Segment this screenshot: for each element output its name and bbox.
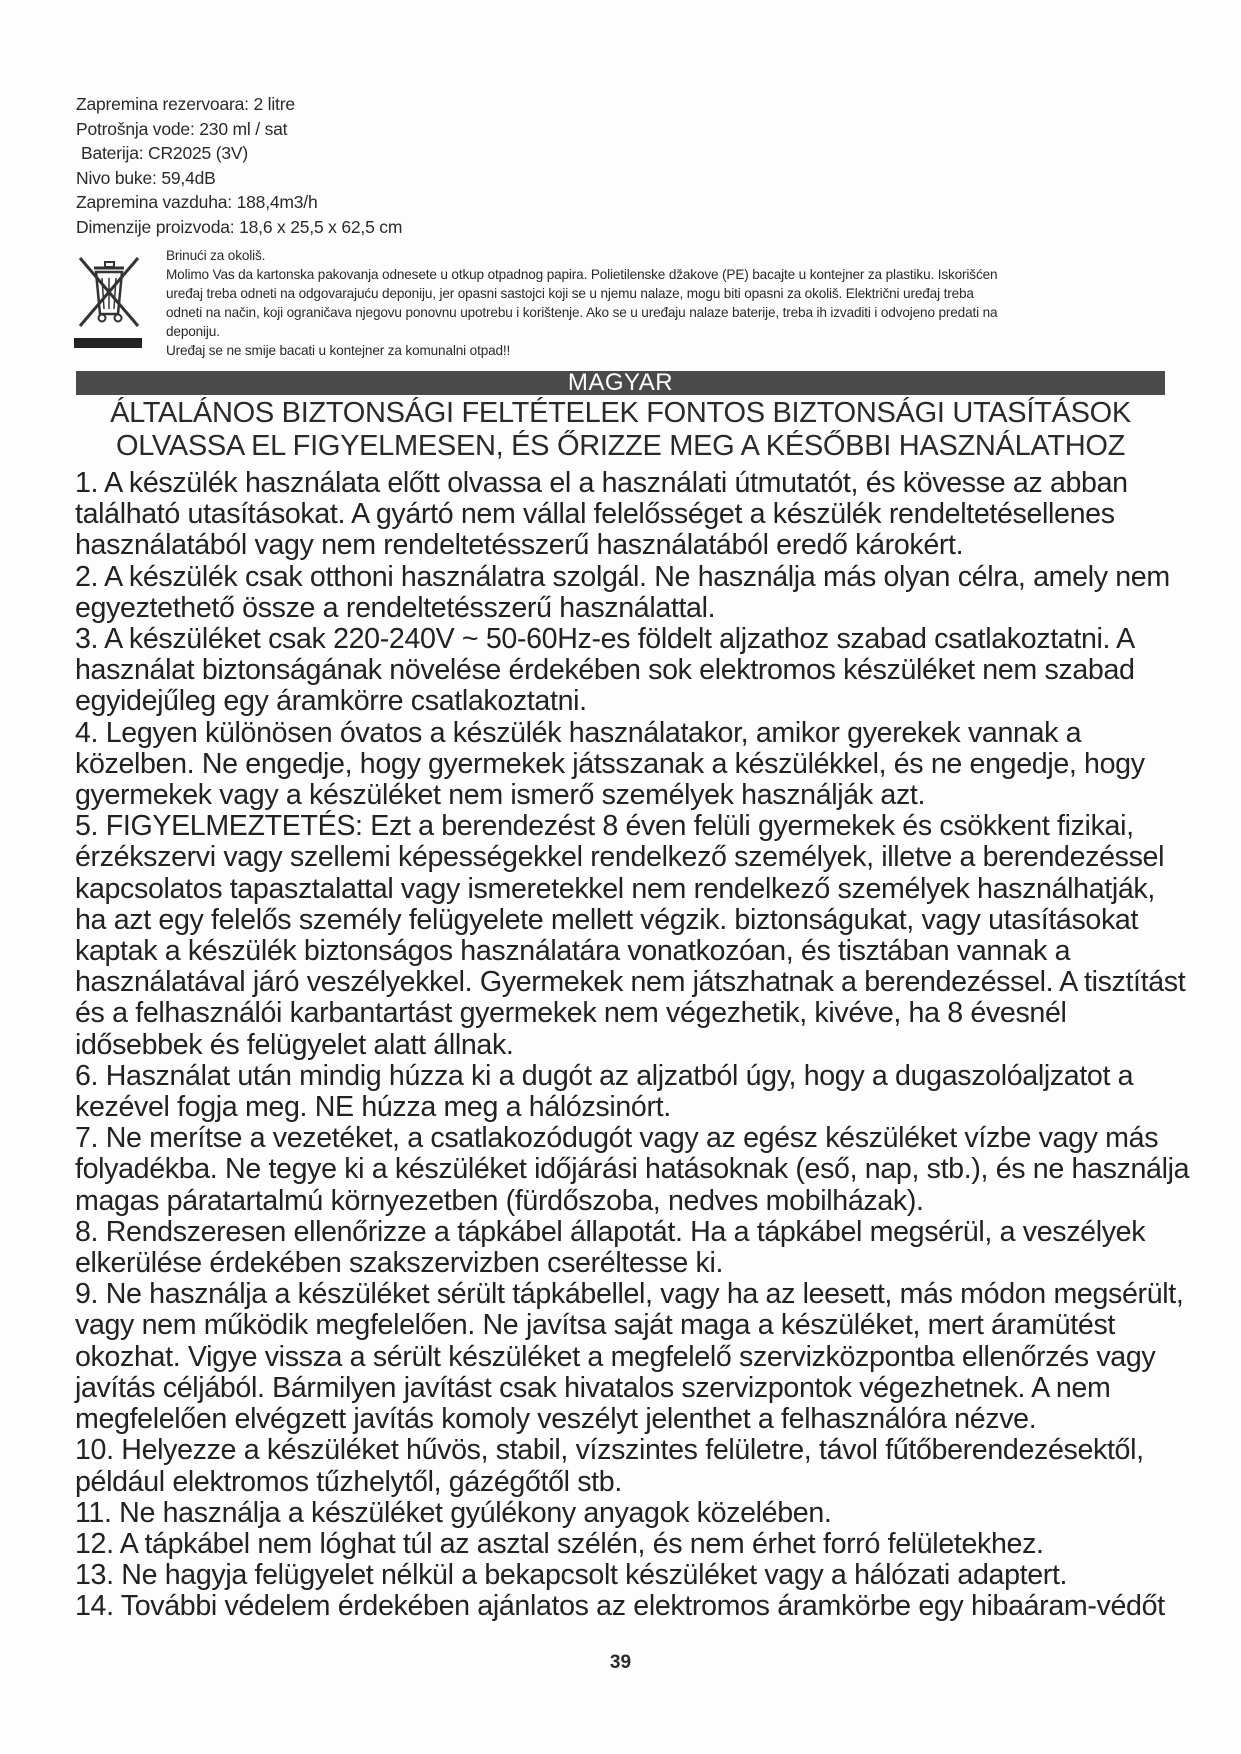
heading-line-1: ÁLTALÁNOS BIZTONSÁGI FELTÉTELEK FONTOS BIZTONSÁGI UTASÍTÁSOK	[110, 397, 1131, 429]
instruction-line: használat biztonságának növelése érdekében sok elektromos készüléket nem szabad	[75, 654, 1135, 687]
env-line: Molimo Vas da kartonska pakovanja odnesete u otkup otpadnog papira. Polietilenske džakove (PE) bacajte u kontejner za plastiku. Iskorišćen	[166, 267, 998, 282]
instruction-line: és a felhasználói karbantartást gyermekek nem végezhetik, kivéve, ha 8 évesnél	[75, 997, 1067, 1030]
instruction-line: elkerülése érdekében szakszervizben cseréltesse ki.	[75, 1247, 724, 1280]
instruction-line: magas páratartalmú környezetben (fürdőszoba, nedves mobilházak).	[75, 1184, 924, 1217]
spec-dimensions: Dimenzije proizvoda: 18,6 x 25,5 x 62,5 cm	[76, 216, 403, 237]
spec-list	[76, 92, 776, 240]
instruction-line: például elektromos tűzhelytől, gázégőtől stb.	[75, 1465, 622, 1498]
crossed-out-wheelie-bin-icon	[72, 254, 152, 354]
instruction-line: 2. A készülék csak otthoni használatra szolgál. Ne használja más olyan célra, amely nem	[75, 560, 1170, 593]
spec-air-volume: Zapremina vazduha: 188,4m3/h	[76, 192, 318, 213]
instruction-line: javítás céljából. Bármilyen javítást csak hivatalos szervizpontok végezhetnek. A nem	[75, 1371, 1111, 1404]
heading-line-2: OLVASSA EL FIGYELMESEN, ÉS ŐRIZZE MEG A KÉSŐBBI HASZNÁLATHOZ	[115, 430, 1126, 462]
instruction-line: használatából vagy nem rendeltetésszerű használatából eredő károkért.	[75, 529, 964, 562]
safety-instructions	[75, 467, 1190, 1623]
instruction-line: 8. Rendszeresen ellenőrizze a tápkábel állapotát. Ha a tápkábel megsérül, a veszélyek	[75, 1215, 1146, 1248]
instruction-line: 7. Ne merítse a vezetéket, a csatlakozódugót vagy az egész készüléket vízbe vagy más	[75, 1122, 1159, 1155]
instruction-line: kapcsolatos tapasztalattal vagy ismeretekkel nem rendelkező személyek használhatják,	[75, 872, 1155, 905]
instruction-line: 4. Legyen különösen óvatos a készülék használatakor, amikor gyerekek vannak a	[75, 716, 1082, 749]
instruction-line: 6. Használat után mindig húzza ki a dugót az aljzatból úgy, hogy a dugaszolóaljzatot a	[75, 1059, 1134, 1092]
env-heading: Brinući za okoliš.	[166, 248, 266, 263]
instruction-line: használatával járó veszélyekkel. Gyermekek nem játszhatnak a berendezéssel. A tisztítást	[75, 966, 1186, 999]
instruction-line: folyadékba. Ne tegye ki a készüléket időjárási hatásoknak (eső, nap, stb.), és ne használja	[75, 1153, 1190, 1186]
environment-notice	[166, 246, 1166, 360]
spec-noise-level: Nivo buke: 59,4dB	[76, 167, 216, 188]
spec-battery: Baterija: CR2025 (3V)	[81, 143, 248, 164]
instruction-line: egyidejűleg egy áramkörre csatlakoztatni.	[75, 685, 587, 718]
section-heading	[76, 397, 1165, 463]
spec-tank-volume: Zapremina rezervoara: 2 litre	[76, 94, 295, 114]
instruction-line: 5. FIGYELMEZTETÉS: Ezt a berendezést 8 éven felüli gyermekek és csökkent fizikai,	[75, 810, 1134, 843]
instruction-line: 14. További védelem érdekében ajánlatos az elektromos áramkörbe egy hibaáram-védőt	[75, 1590, 1165, 1623]
instruction-line: 10. Helyezze a készüléket hűvös, stabil, vízszintes felületre, távol fűtőberendezésektől,	[75, 1434, 1144, 1467]
instruction-line: érzékszervi vagy szellemi képességekkel rendelkező személyek, illetve a berendezéssel	[75, 841, 1165, 874]
instruction-line: 12. A tápkábel nem lóghat túl az asztal szélén, és nem érhet forró felületekhez.	[75, 1527, 1044, 1560]
instruction-line: idősebbek és felügyelet alatt állnak.	[75, 1028, 514, 1061]
instruction-line: 9. Ne használja a készüléket sérült tápkábellel, vagy ha az leesett, más módon megsérült,	[75, 1278, 1184, 1311]
instruction-line: kaptak a készülék biztonságos használatára vonatkozóan, és tisztában vannak a	[75, 935, 1071, 968]
env-line: odneti na način, koji ograničava njegovu ponovnu upotrebu i korištenje. Ako se u uređaju nalaze baterije, treba ih izvaditi i odvojeno predati na	[166, 305, 998, 320]
env-line: uređaj treba odneti na odgovarajuću deponiju, jer opasni sastojci koji se u njemu nalaze, mogu biti opasni za okoliš. Električni uređaj treba	[166, 286, 974, 301]
env-warning: Uređaj se ne smije bacati u kontejner za komunalni otpad!!	[166, 343, 511, 358]
env-line: deponiju.	[166, 324, 220, 339]
instruction-line: 1. A készülék használata előtt olvassa el a használati útmutatót, és kövesse az abban	[75, 467, 1128, 499]
instruction-line: gyermekek vagy a készüléket nem ismerő személyek használják azt.	[75, 779, 926, 812]
instruction-line: okozhat. Vigye vissza a sérült készüléket a megfelelő szervizközpontba ellenőrzés vagy	[75, 1340, 1156, 1373]
instruction-line: kezével fogja meg. NE húzza meg a hálózsinórt.	[75, 1091, 671, 1124]
language-banner: MAGYAR	[76, 371, 1165, 395]
instruction-line: megfelelően elvégzett javítás komoly veszélyt jelenthet a felhasználóra nézve.	[75, 1403, 1037, 1436]
instruction-line: ha azt egy felelős személy felügyelete mellett végzik. biztonságukat, vagy utasításokat	[75, 903, 1139, 936]
instruction-line: 11. Ne használja a készüléket gyúlékony anyagok közelében.	[75, 1496, 832, 1529]
spec-water-consumption: Potrošnja vode: 230 ml / sat	[76, 118, 288, 139]
page-number: 39	[609, 1652, 632, 1673]
instruction-line: található utasításokat. A gyártó nem vállal felelősséget a készülék rendeltetésellenes	[75, 498, 1115, 531]
instruction-line: egyeztethető össze a rendeltetésszerű használattal.	[75, 591, 716, 624]
instruction-line: vagy nem működik megfelelően. Ne javítsa saját maga a készüléket, mert áramütést	[75, 1309, 1115, 1342]
instruction-line: 13. Ne hagyja felügyelet nélkül a bekapcsolt készüléket vagy a hálózati adaptert.	[75, 1559, 1068, 1592]
instruction-line: közelben. Ne engedje, hogy gyermekek játsszanak a készülékkel, és ne engedje, hogy	[75, 747, 1145, 780]
instruction-line: 3. A készüléket csak 220-240V ~ 50-60Hz-es földelt aljzathoz szabad csatlakoztatni. A	[75, 623, 1135, 656]
